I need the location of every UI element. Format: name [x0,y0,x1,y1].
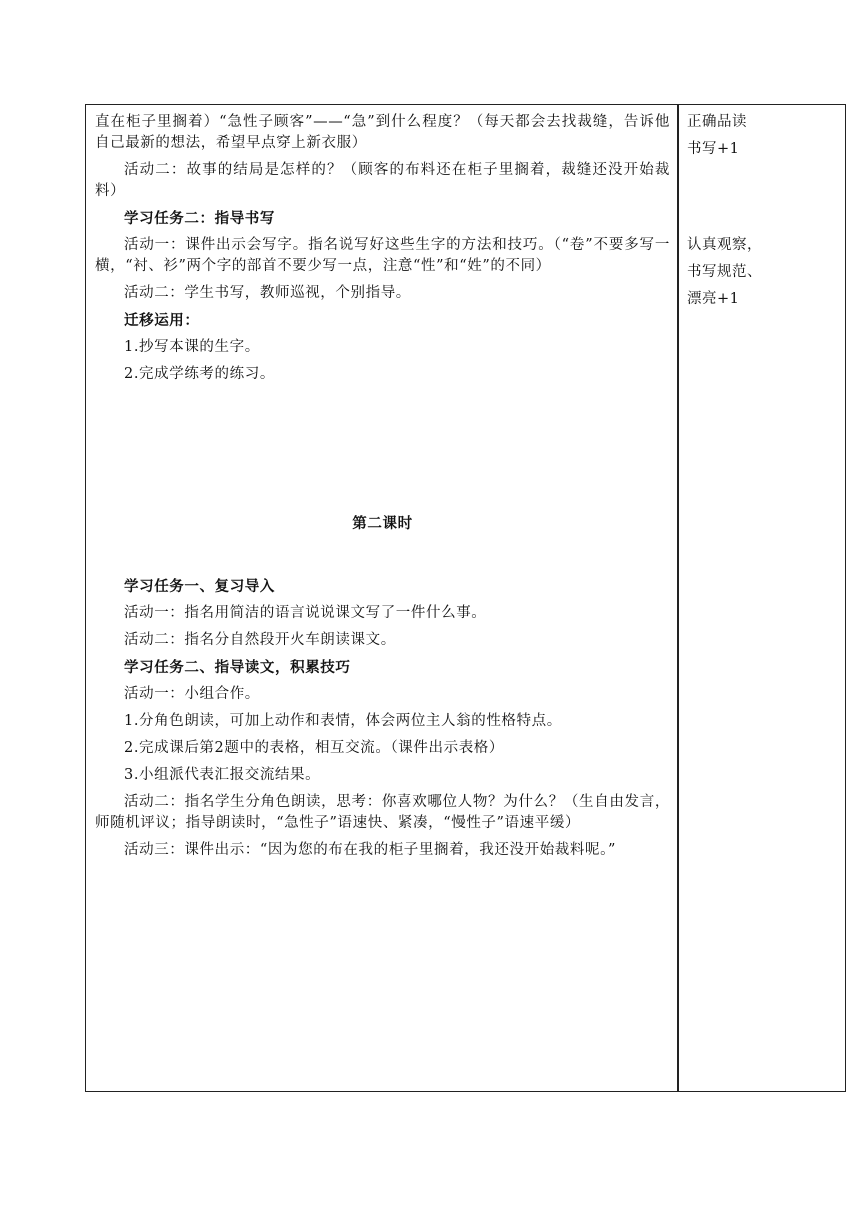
eval-note-2-line-2: 书写规范、 [687,264,762,280]
lesson-content [95,110,670,861]
task-heading-review: 学习任务一、复习导入 [124,578,275,595]
activity-courseware-quote: 活动三：课件出示：“因为您的布在我的柜子里搁着，我还没开始裁料呢。” [124,842,616,858]
activity-student-writing: 活动二：学生书写，教师巡视，个别指导。 [124,285,411,301]
second-lesson-title: 第二课时 [352,515,413,532]
group-item-1: 1.分角色朗读，可加上动作和表情，体会两位主人翁的性格特点。 [124,713,562,729]
transfer-item-2: 2.完成学练考的练习。 [124,366,275,382]
transfer-item-1: 1.抄写本课的生字。 [124,339,260,355]
activity-read-aloud: 活动二：指名分自然段开火车朗读课文。 [124,632,396,648]
transfer-heading: 迁移运用： [124,312,200,329]
column-divider [677,104,679,1092]
activity-ending: 活动二：故事的结局是怎样的？（顾客的布料还在柜子里搁着，裁缝还没开始裁料） [95,162,670,199]
eval-note-2-line-1: 认真观察， [687,237,762,253]
activity-summary: 活动一：指名用简洁的语言说说课文写了一件什么事。 [124,605,487,621]
evaluation-column [687,110,837,310]
activity-group-work: 活动一：小组合作。 [124,686,260,702]
group-item-2: 2.完成课后第2题中的表格，相互交流。（课件出示表格） [124,740,505,756]
group-item-3: 3.小组派代表汇报交流结果。 [124,767,321,783]
task-heading-reading: 学习任务二、指导读文，积累技巧 [124,659,351,676]
eval-note-2-line-3: 漂亮+1 [687,291,740,307]
eval-note-1-line-1: 正确品读 [687,114,747,130]
paragraph-continuation: 直在柜子里搁着）“急性子顾客”——“急”到什么程度？（每天都会去找裁缝，告诉他自己最新的想法，希望早点穿上新衣服） [95,114,670,151]
activity-role-reading: 活动二：指名学生分角色朗读，思考：你喜欢哪位人物？为什么？（生自由发言，师随机评议；指导朗读时，“急性子”语速快、紧凑，“慢性子”语速平缓） [95,794,670,831]
eval-note-1-line-2: 书写+1 [687,141,740,157]
activity-writing-tips: 活动一：课件出示会写字。指名说写好这些生字的方法和技巧。（“卷”不要多写一横，“衬、衫”两个字的部首不要少写一点，注意“性”和“姓”的不同） [95,237,670,274]
task-heading-writing: 学习任务二：指导书写 [124,210,275,227]
